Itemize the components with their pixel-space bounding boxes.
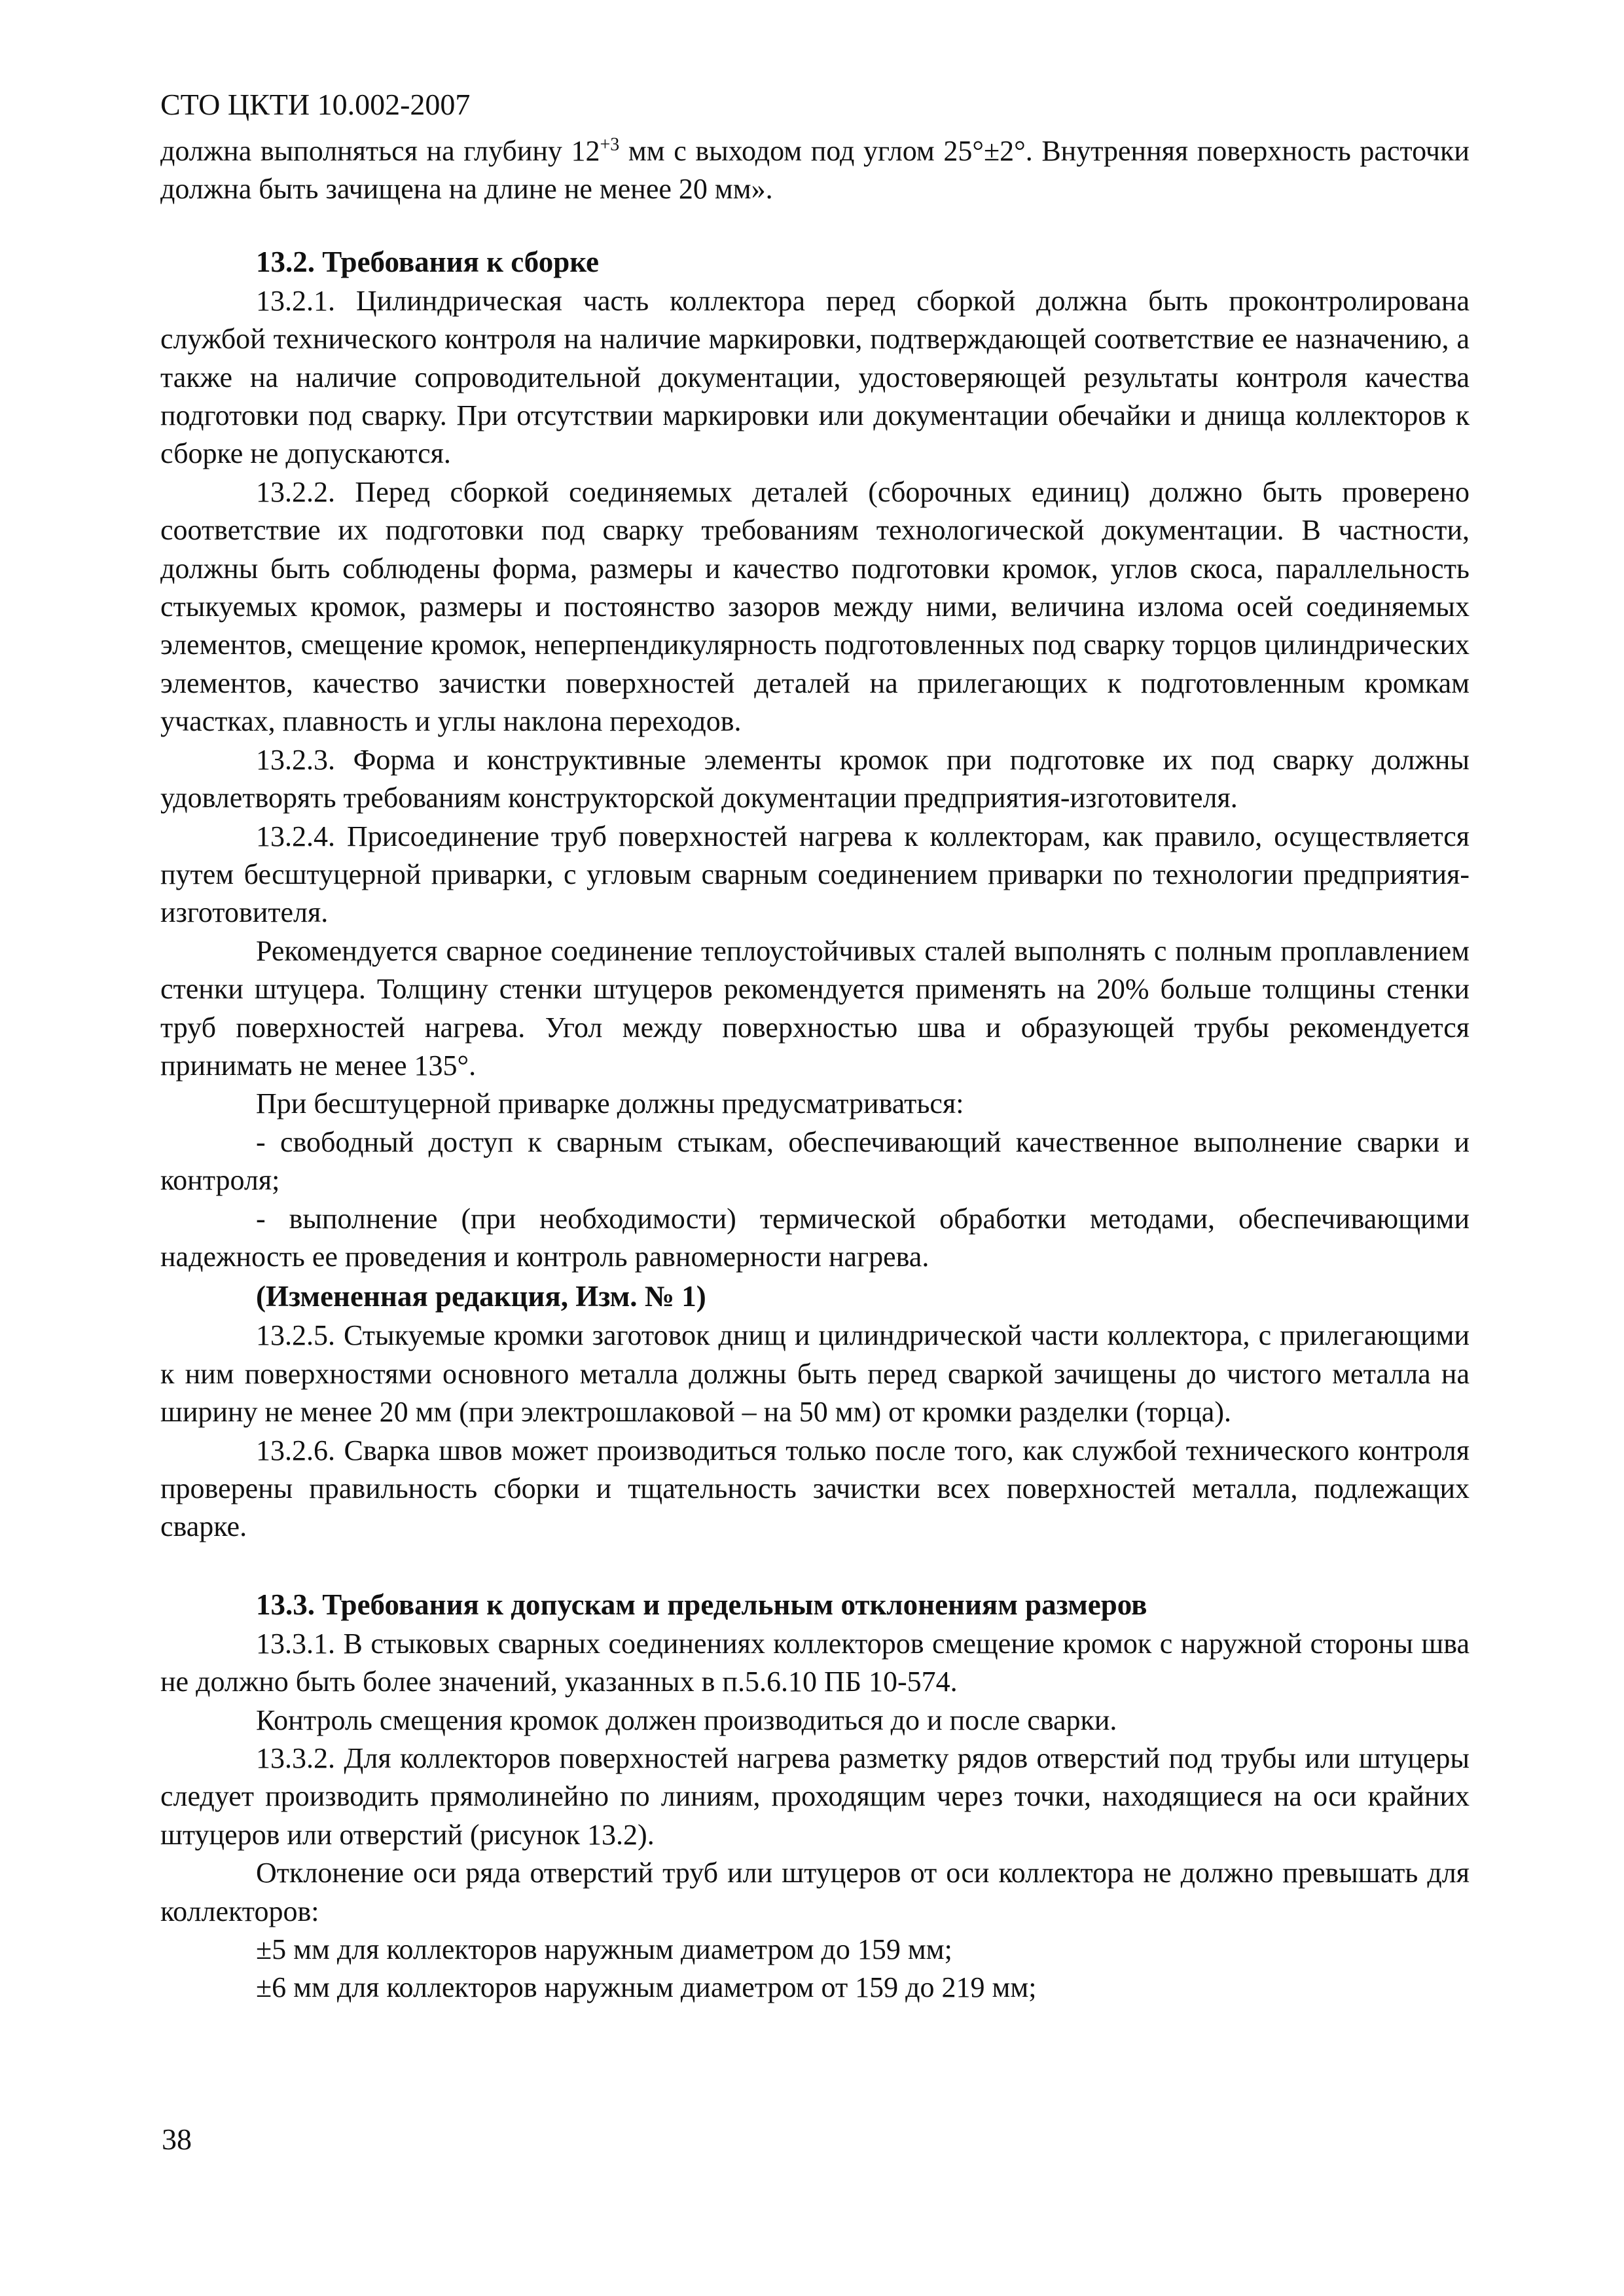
section-13-3-title: 13.3. Требования к допускам и предельным отклонениям размеров	[256, 1588, 1147, 1621]
paragraph-13-2-2: 13.2.2. Перед сборкой соединяемых деталей (сборочных единиц) должно быть проверено соответствие их подготовки под сварку требованиям технологической документации. В частности, должны быть соблюдены форма, размеры и качество подготовки кромок, углов скоса, параллельность стыкуемых кромок, размеры и постоянство зазоров между ними, величина излома осей соединяемых элементов, смещение кромок, неперпендикулярность подготовленных под сварку торцов цилиндрических элементов, качество зачистки поверхностей деталей на прилегающих к подготовленным кромкам участках, плавность и углы наклона переходов.	[160, 475, 1470, 738]
paragraph-13-2-4: 13.2.4. Присоединение труб поверхностей нагрева к коллекторам, как правило, осуществляется путем бесштуцерной приварки, с угловым сварным соединением приварки по технологии предприятия-изготовителя.	[160, 820, 1470, 929]
intro-paragraph	[160, 132, 1470, 209]
page-number: 38	[162, 2123, 192, 2156]
section-13-2-title: 13.2. Требования к сборке	[256, 245, 600, 278]
intro-text-1: должна выполняться на глубину 12	[160, 135, 600, 167]
tolerance-item-219: ±6 мм для коллекторов наружным диаметром от 159 до 219 мм;	[256, 1971, 1037, 2004]
paragraph-recommendation: Рекомендуется сварное соединение теплоустойчивых сталей выполнять с полным проплавлением стенки штуцера. Толщину стенки штуцеров рекомендуется применять на 20% больше толщины стенки труб поверхностей нагрева. Угол между поверхностью шва и образующей трубы рекомендуется принимать не менее 135°.	[160, 934, 1470, 1082]
intro-text-2: мм с выходом под углом 25°±2°. Внутренняя поверхность расточки должна быть зачищена на длине не менее 20 мм».	[160, 135, 1470, 206]
paragraph-13-2-3: 13.2.3. Форма и конструктивные элементы кромок при подготовке их под сварку должны удовлетворять требованиям конструкторской документации предприятия-изготовителя.	[160, 743, 1470, 814]
intro-superscript: +3	[600, 134, 620, 155]
list-item-heat-treatment: - выполнение (при необходимости) термической обработки методами, обеспечивающими надежность ее проведения и контроль равномерности нагрева.	[160, 1202, 1470, 1273]
paragraph-13-3-2: 13.3.2. Для коллекторов поверхностей нагрева разметку рядов отверстий под трубы или штуцеры следует производить прямолинейно по линиям, проходящим через точки, находящиеся на оси крайних штуцеров или отверстий (рисунок 13.2).	[160, 1742, 1470, 1851]
paragraph-deviation: Отклонение оси ряда отверстий труб или штуцеров от оси коллектора не должно превышать для коллекторов:	[160, 1857, 1470, 1927]
paragraph-13-2-6: 13.2.6. Сварка швов может производиться только после того, как службой технического контроля проверены правильность сборки и тщательность зачистки всех поверхностей металла, подлежащих сварке.	[160, 1434, 1470, 1543]
document-header: СТО ЦКТИ 10.002-2007	[160, 88, 471, 121]
paragraph-13-2-5: 13.2.5. Стыкуемые кромки заготовок днищ и цилиндрической части коллектора, с прилегающими к ним поверхностями основного металла должны быть перед сваркой зачищены до чистого металла на ширину не менее 20 мм (при электрошлаковой – на 50 мм) от кромки разделки (торца).	[160, 1319, 1470, 1429]
paragraph-provisions-intro: При бесштуцерной приварке должны предусматриваться:	[256, 1087, 964, 1120]
revision-note: (Измененная редакция, Изм. № 1)	[256, 1280, 706, 1313]
paragraph-13-3-1: 13.3.1. В стыковых сварных соединениях коллекторов смещение кромок с наружной стороны шва не должно быть более значений, указанных в п.5.6.10 ПБ 10-574.	[160, 1627, 1470, 1698]
document-page	[160, 85, 1470, 2246]
paragraph-offset-control: Контроль смещения кромок должен производиться до и после сварки.	[256, 1704, 1117, 1736]
tolerance-item-159: ±5 мм для коллекторов наружным диаметром до 159 мм;	[256, 1933, 952, 1966]
paragraph-13-2-1: 13.2.1. Цилиндрическая часть коллектора перед сборкой должна быть проконтролирована службой технического контроля на наличие маркировки, подтверждающей соответствие ее назначению, а также на наличие сопроводительной документации, удостоверяющей результаты контроля качества подготовки под сварку. При отсутствии маркировки или документации обечайки и днища коллекторов к сборке не допускаются.	[160, 284, 1470, 470]
list-item-free-access: - свободный доступ к сварным стыкам, обеспечивающий качественное выполнение сварки и контроля;	[160, 1125, 1470, 1197]
